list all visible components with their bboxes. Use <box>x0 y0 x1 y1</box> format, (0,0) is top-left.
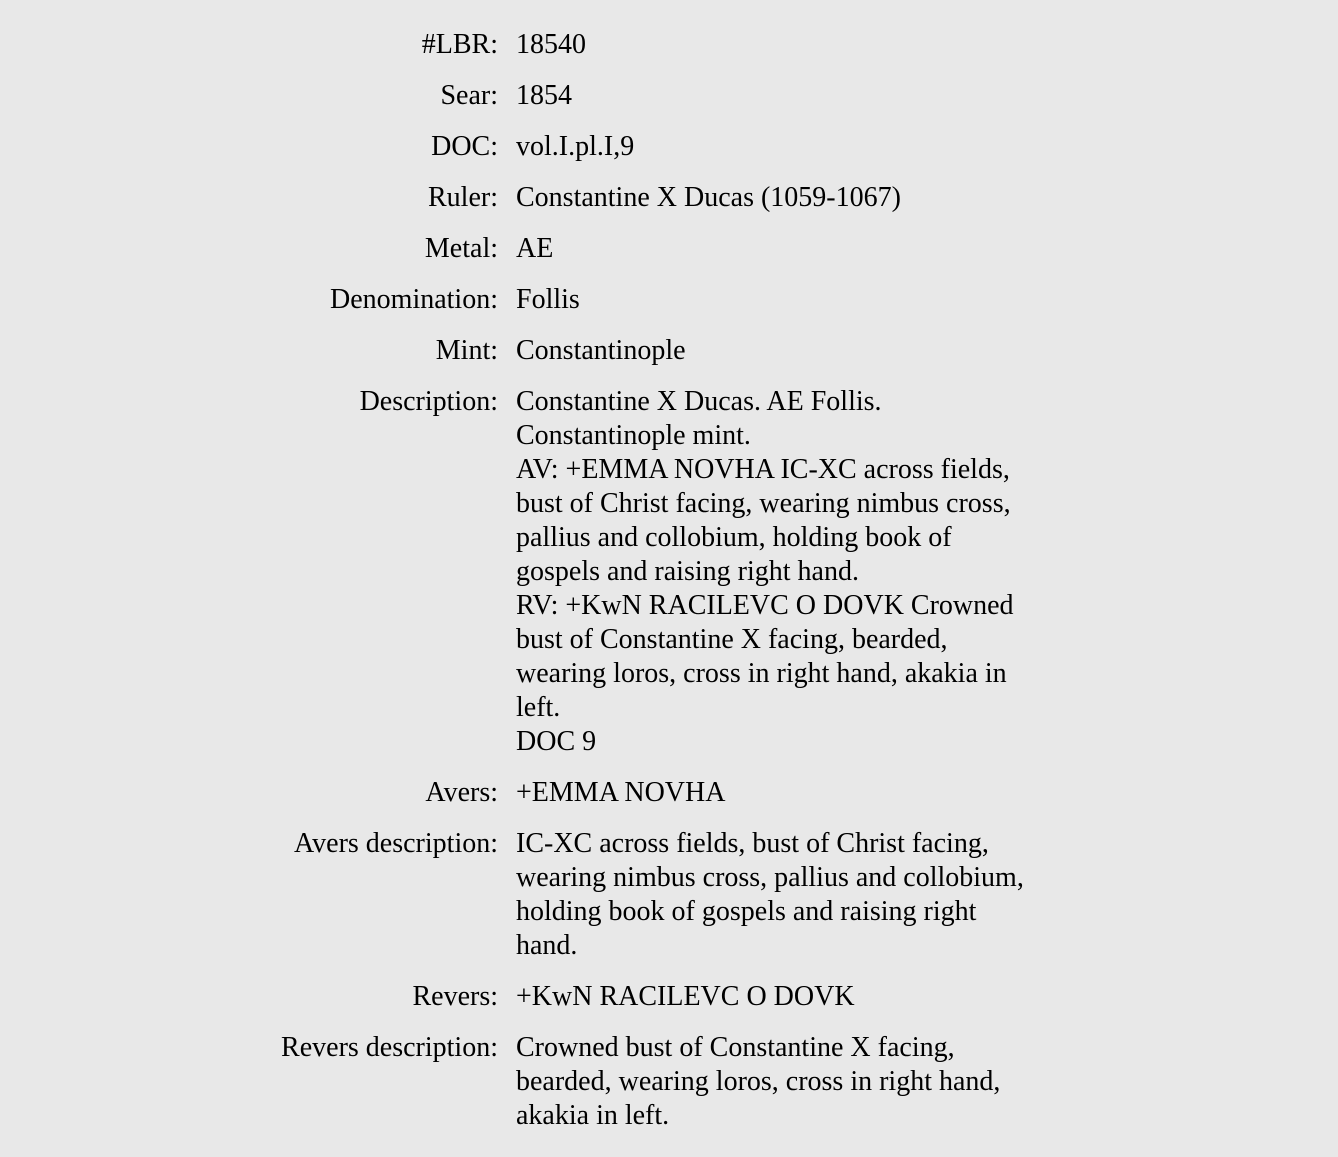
field-value-line: left. <box>516 692 561 723</box>
field-value <box>516 79 1076 113</box>
field-value <box>516 334 1076 368</box>
field-row-doc <box>0 130 1338 164</box>
field-row-revers <box>0 980 1338 1014</box>
field-label: Denomination: <box>330 284 498 315</box>
field-value <box>516 980 1076 1014</box>
field-row-avers <box>0 776 1338 810</box>
field-value-line: gospels and raising right hand. <box>516 556 859 587</box>
field-row-sear <box>0 79 1338 113</box>
field-value-line: Constantine X Ducas (1059-1067) <box>516 182 901 213</box>
field-value-line: Follis <box>516 284 580 315</box>
field-value-line: AE <box>516 233 554 264</box>
field-label: Mint: <box>435 335 498 366</box>
field-value-line: +KwN RACILEVC O DOVK <box>516 981 855 1012</box>
field-value-line: holding book of gospels and raising right <box>516 896 977 927</box>
field-value-line: vol.I.pl.I,9 <box>516 131 635 162</box>
field-label: Revers: <box>412 981 498 1012</box>
field-value <box>516 776 1076 810</box>
field-value-line: DOC 9 <box>516 726 597 757</box>
field-label: Avers description: <box>294 828 498 859</box>
field-value <box>516 283 1076 317</box>
field-value-line: RV: +KwN RACILEVC O DOVK Crowned <box>516 590 1014 621</box>
field-value-line: +EMMA NOVHA <box>516 777 726 808</box>
field-value <box>516 827 1076 963</box>
field-value-line: bearded, wearing loros, cross in right hand, <box>516 1066 1001 1097</box>
field-label: DOC: <box>431 131 498 162</box>
field-value <box>516 181 1076 215</box>
field-value <box>516 232 1076 266</box>
field-value-line: wearing loros, cross in right hand, akakia in <box>516 658 1007 689</box>
field-value-line: wearing nimbus cross, pallius and collobium, <box>516 862 1024 893</box>
field-value-line: Crowned bust of Constantine X facing, <box>516 1032 955 1063</box>
field-value <box>516 130 1076 164</box>
field-row-revers-description <box>0 1031 1338 1133</box>
field-row-metal <box>0 232 1338 266</box>
field-value-line: bust of Christ facing, wearing nimbus cross, <box>516 488 1011 519</box>
field-value-line: Constantinople <box>516 335 686 366</box>
field-value-line: Constantine X Ducas. AE Follis. <box>516 386 882 417</box>
field-value-line: akakia in left. <box>516 1100 670 1131</box>
field-label: #LBR: <box>421 29 498 60</box>
field-value-line: 1854 <box>516 80 572 111</box>
field-row-lbr <box>0 28 1338 62</box>
field-value <box>516 28 1076 62</box>
field-row-description <box>0 385 1338 759</box>
field-label: Metal: <box>424 233 498 264</box>
field-label: Avers: <box>425 777 498 808</box>
field-row-ruler <box>0 181 1338 215</box>
coin-details-list <box>0 28 1338 1150</box>
field-value-line: pallius and collobium, holding book of <box>516 522 952 553</box>
field-label: Sear: <box>440 80 498 111</box>
field-label: Ruler: <box>428 182 498 213</box>
field-value-line: bust of Constantine X facing, bearded, <box>516 624 948 655</box>
field-row-mint <box>0 334 1338 368</box>
field-value-line: Constantinople mint. <box>516 420 751 451</box>
field-label: Revers description: <box>281 1032 498 1063</box>
field-label: Description: <box>359 386 498 417</box>
field-value-line: AV: +EMMA NOVHA IC-XC across fields, <box>516 454 1010 485</box>
field-value <box>516 1031 1076 1133</box>
field-value-line: 18540 <box>516 29 586 60</box>
field-value <box>516 385 1076 759</box>
field-row-avers-description <box>0 827 1338 963</box>
field-value-line: IC-XC across fields, bust of Christ facing, <box>516 828 989 859</box>
field-value-line: hand. <box>516 930 578 961</box>
field-row-denomination <box>0 283 1338 317</box>
